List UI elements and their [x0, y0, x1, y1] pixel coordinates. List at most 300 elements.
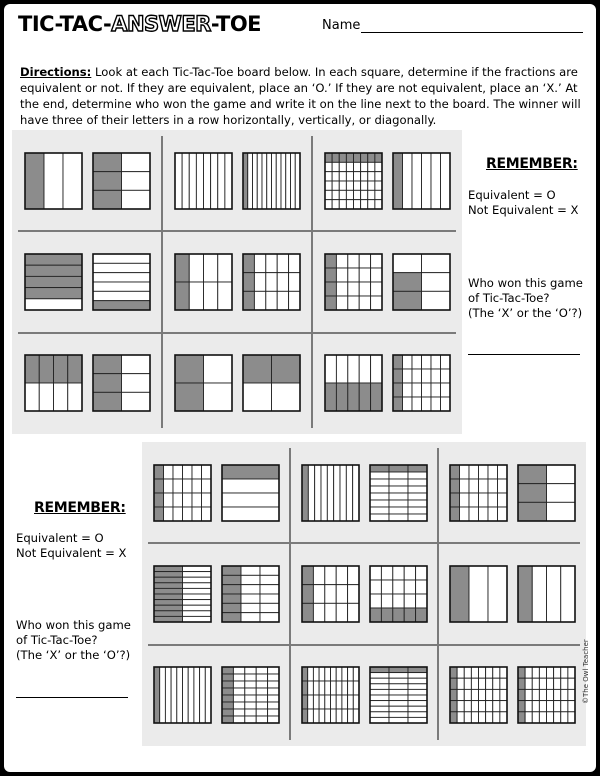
- winner-question-2-line1: Who won this game: [16, 618, 131, 632]
- unshaded-part: [352, 465, 358, 521]
- unshaded-part: [567, 701, 574, 712]
- unshaded-part: [199, 667, 205, 723]
- unshaded-part: [370, 712, 389, 718]
- unshaded-part: [244, 695, 255, 702]
- shaded-part: [154, 507, 164, 521]
- unshaded-part: [389, 701, 408, 707]
- unshaded-part: [464, 679, 471, 690]
- board-square[interactable]: [162, 130, 312, 231]
- unshaded-part: [254, 254, 265, 273]
- fraction-model: [174, 152, 233, 210]
- unshaded-part: [478, 507, 488, 521]
- unshaded-part: [492, 712, 499, 723]
- unshaded-part: [347, 566, 358, 585]
- unshaded-part: [330, 681, 336, 695]
- unshaded-part: [182, 479, 192, 493]
- fraction-model: [517, 565, 576, 623]
- unshaded-part: [341, 667, 347, 681]
- shaded-part: [332, 153, 339, 162]
- unshaded-part: [182, 507, 192, 521]
- unshaded-part: [485, 690, 492, 701]
- unshaded-part: [313, 681, 319, 695]
- unshaded-part: [247, 153, 252, 209]
- unshaded-part: [346, 190, 353, 199]
- unshaded-part: [560, 679, 567, 690]
- fraction-model: [153, 464, 212, 522]
- unshaded-part: [265, 273, 276, 292]
- unshaded-part: [44, 153, 63, 209]
- worksheet-page: [4, 4, 596, 772]
- unshaded-part: [325, 199, 332, 208]
- key-equivalent-2: Equivalent = O: [16, 531, 104, 545]
- unshaded-part: [370, 673, 389, 679]
- unshaded-part: [324, 585, 335, 604]
- board-square[interactable]: [142, 543, 290, 644]
- board-square[interactable]: [162, 231, 312, 332]
- unshaded-part: [389, 673, 408, 679]
- board-square[interactable]: [12, 231, 162, 332]
- unshaded-part: [332, 199, 339, 208]
- unshaded-part: [402, 369, 412, 383]
- unshaded-part: [25, 383, 39, 411]
- unshaded-part: [560, 566, 574, 622]
- unshaded-part: [201, 465, 211, 479]
- unshaded-part: [121, 355, 150, 374]
- unshaded-part: [412, 355, 422, 369]
- unshaded-part: [313, 695, 319, 709]
- shaded-part: [450, 507, 460, 521]
- shaded-part: [393, 397, 403, 411]
- unshaded-part: [525, 701, 532, 712]
- unshaded-part: [546, 690, 553, 701]
- unshaded-part: [182, 566, 211, 572]
- unshaded-part: [63, 153, 82, 209]
- unshaded-part: [431, 383, 441, 397]
- unshaded-part: [321, 465, 327, 521]
- unshaded-part: [492, 679, 499, 690]
- unshaded-part: [93, 254, 150, 263]
- unshaded-part: [560, 712, 567, 723]
- unshaded-part: [532, 667, 539, 678]
- unshaded-part: [222, 479, 279, 493]
- unshaded-part: [367, 199, 374, 208]
- shaded-part: [302, 465, 308, 521]
- unshaded-part: [217, 254, 231, 282]
- board-square[interactable]: [12, 130, 162, 231]
- fraction-model: [449, 464, 508, 522]
- unshaded-part: [244, 674, 255, 681]
- fraction-model: [92, 152, 151, 210]
- unshaded-part: [241, 575, 260, 584]
- unshaded-part: [182, 493, 192, 507]
- shaded-part: [404, 608, 415, 622]
- shaded-part: [222, 603, 241, 612]
- shaded-part: [389, 465, 408, 472]
- unshaded-part: [182, 153, 189, 209]
- unshaded-part: [408, 493, 427, 500]
- board-square[interactable]: [290, 645, 438, 746]
- unshaded-part: [389, 507, 408, 514]
- unshaded-part: [402, 355, 412, 369]
- unshaded-part: [256, 681, 267, 688]
- shaded-part: [222, 674, 233, 681]
- unshaded-part: [360, 162, 367, 171]
- unshaded-part: [347, 585, 358, 604]
- unshaded-part: [341, 695, 347, 709]
- unshaded-part: [189, 282, 203, 310]
- unshaded-part: [203, 153, 210, 209]
- unshaded-part: [159, 667, 165, 723]
- unshaded-part: [408, 500, 427, 507]
- unshaded-part: [252, 153, 257, 209]
- unshaded-part: [325, 190, 332, 199]
- shaded-part: [302, 667, 308, 681]
- unshaded-part: [319, 695, 325, 709]
- unshaded-part: [485, 667, 492, 678]
- unshaded-part: [307, 709, 313, 723]
- shaded-part: [408, 667, 427, 673]
- shaded-part: [450, 690, 457, 701]
- unshaded-part: [370, 254, 381, 268]
- unshaded-part: [182, 616, 211, 622]
- unshaded-part: [346, 465, 352, 521]
- worksheet-title: TIC-TAC-ANSWER-TOE: [18, 12, 262, 36]
- unshaded-part: [244, 688, 255, 695]
- fraction-model: [517, 666, 576, 724]
- shaded-part: [154, 583, 183, 589]
- shaded-part: [222, 702, 233, 709]
- unshaded-part: [347, 709, 353, 723]
- unshaded-part: [277, 291, 288, 310]
- unshaded-part: [233, 688, 244, 695]
- shaded-part: [302, 695, 308, 709]
- unshaded-part: [546, 502, 575, 521]
- board-square[interactable]: [162, 333, 312, 434]
- shaded-part: [93, 301, 150, 310]
- unshaded-part: [553, 712, 560, 723]
- unshaded-part: [421, 291, 450, 310]
- unshaded-part: [478, 712, 485, 723]
- shaded-part: [175, 254, 189, 282]
- unshaded-part: [121, 171, 150, 190]
- shaded-part: [325, 153, 332, 162]
- unshaded-part: [492, 690, 499, 701]
- unshaded-part: [471, 679, 478, 690]
- shaded-part: [325, 296, 336, 310]
- unshaded-part: [539, 667, 546, 678]
- unshaded-part: [499, 701, 506, 712]
- unshaded-part: [492, 667, 499, 678]
- unshaded-part: [288, 291, 299, 310]
- unshaded-part: [233, 716, 244, 723]
- unshaded-part: [440, 383, 450, 397]
- unshaded-part: [488, 493, 498, 507]
- unshaded-part: [492, 701, 499, 712]
- unshaded-part: [324, 667, 330, 681]
- unshaded-part: [260, 566, 279, 575]
- unshaded-part: [421, 273, 450, 292]
- board-square[interactable]: [142, 442, 290, 543]
- unshaded-part: [330, 667, 336, 681]
- unshaded-part: [260, 585, 279, 594]
- shaded-part: [222, 716, 233, 723]
- shaded-part: [370, 608, 381, 622]
- unshaded-part: [359, 268, 370, 282]
- unshaded-part: [478, 690, 485, 701]
- unshaded-part: [553, 667, 560, 678]
- unshaded-part: [440, 369, 450, 383]
- fraction-model: [369, 666, 428, 724]
- unshaded-part: [93, 263, 150, 272]
- board-square[interactable]: [438, 442, 586, 543]
- unshaded-part: [165, 667, 171, 723]
- shaded-part: [408, 465, 427, 472]
- unshaded-part: [431, 397, 441, 411]
- unshaded-part: [244, 716, 255, 723]
- unshaded-part: [359, 282, 370, 296]
- unshaded-part: [459, 493, 469, 507]
- winner-question-2-line3: (The ‘X’ or the ‘O’?): [16, 648, 131, 662]
- unshaded-part: [265, 254, 276, 273]
- unshaded-part: [408, 707, 427, 713]
- fraction-model: [449, 565, 508, 623]
- unshaded-part: [464, 701, 471, 712]
- unshaded-part: [457, 667, 464, 678]
- name-field[interactable]: [361, 32, 583, 33]
- shaded-part: [518, 566, 532, 622]
- unshaded-part: [340, 465, 346, 521]
- shaded-part: [175, 383, 204, 411]
- unshaded-part: [567, 690, 574, 701]
- shaded-part: [93, 374, 122, 393]
- shaded-part: [325, 254, 336, 268]
- unshaded-part: [121, 190, 150, 209]
- unshaded-part: [307, 667, 313, 681]
- unshaded-part: [339, 190, 346, 199]
- unshaded-part: [374, 162, 381, 171]
- shaded-part: [393, 355, 403, 369]
- unshaded-part: [353, 181, 360, 190]
- shaded-part: [222, 681, 233, 688]
- unshaded-part: [370, 507, 389, 514]
- board-square[interactable]: [290, 543, 438, 644]
- unshaded-part: [267, 716, 278, 723]
- unshaded-part: [260, 613, 279, 622]
- unshaded-part: [182, 667, 188, 723]
- unshaded-part: [182, 577, 211, 583]
- unshaded-part: [471, 712, 478, 723]
- unshaded-part: [546, 701, 553, 712]
- unshaded-part: [370, 690, 389, 696]
- unshaded-part: [313, 709, 319, 723]
- unshaded-part: [421, 369, 431, 383]
- unshaded-part: [421, 153, 431, 209]
- shaded-part: [25, 355, 39, 383]
- unshaded-part: [267, 674, 278, 681]
- unshaded-part: [336, 709, 342, 723]
- shaded-part: [243, 273, 254, 292]
- unshaded-part: [196, 153, 203, 209]
- unshaded-part: [121, 393, 150, 412]
- shaded-part: [93, 153, 122, 172]
- unshaded-part: [224, 153, 231, 209]
- board-square[interactable]: [312, 231, 462, 332]
- shaded-part: [370, 465, 389, 472]
- shaded-part: [25, 288, 82, 299]
- board-square[interactable]: [12, 333, 162, 434]
- unshaded-part: [276, 153, 281, 209]
- unshaded-part: [192, 493, 202, 507]
- unshaded-part: [332, 181, 339, 190]
- unshaded-part: [499, 690, 506, 701]
- unshaded-part: [325, 162, 332, 171]
- unshaded-part: [339, 162, 346, 171]
- board-square[interactable]: [312, 130, 462, 231]
- unshaded-part: [478, 701, 485, 712]
- unshaded-part: [421, 383, 431, 397]
- unshaded-part: [346, 199, 353, 208]
- unshaded-part: [389, 707, 408, 713]
- unshaded-part: [241, 594, 260, 603]
- unshaded-part: [525, 667, 532, 678]
- board-square[interactable]: [142, 645, 290, 746]
- unshaded-part: [336, 296, 347, 310]
- unshaded-part: [241, 603, 260, 612]
- unshaded-part: [171, 667, 177, 723]
- board-square[interactable]: [312, 333, 462, 434]
- unshaded-part: [374, 190, 381, 199]
- unshaded-part: [560, 690, 567, 701]
- unshaded-part: [402, 153, 412, 209]
- unshaded-part: [359, 254, 370, 268]
- fraction-model: [449, 666, 508, 724]
- unshaded-part: [173, 493, 183, 507]
- unshaded-part: [415, 594, 426, 608]
- shaded-part: [243, 291, 254, 310]
- fraction-model: [369, 464, 428, 522]
- fraction-model: [221, 666, 280, 724]
- shaded-part: [353, 153, 360, 162]
- unshaded-part: [288, 273, 299, 292]
- winner-answer-line-1[interactable]: [468, 354, 580, 355]
- unshaded-part: [336, 695, 342, 709]
- fraction-model: [242, 354, 301, 412]
- unshaded-part: [188, 667, 194, 723]
- unshaded-part: [499, 667, 506, 678]
- unshaded-part: [192, 465, 202, 479]
- unshaded-part: [201, 493, 211, 507]
- unshaded-part: [459, 507, 469, 521]
- unshaded-part: [389, 493, 408, 500]
- unshaded-part: [478, 667, 485, 678]
- unshaded-part: [257, 153, 262, 209]
- shaded-part: [222, 566, 241, 575]
- shaded-part: [370, 667, 389, 673]
- board-square[interactable]: [290, 442, 438, 543]
- board-square[interactable]: [438, 645, 586, 746]
- unshaded-part: [260, 603, 279, 612]
- unshaded-part: [267, 695, 278, 702]
- unshaded-part: [381, 594, 392, 608]
- unshaded-part: [324, 603, 335, 622]
- unshaded-part: [267, 709, 278, 716]
- shaded-part: [154, 479, 164, 493]
- shaded-part: [222, 695, 233, 702]
- unshaded-part: [478, 679, 485, 690]
- unshaded-part: [389, 695, 408, 701]
- unshaded-part: [267, 667, 278, 674]
- unshaded-part: [271, 153, 276, 209]
- winner-answer-line-2[interactable]: [16, 697, 128, 698]
- unshaded-part: [243, 383, 272, 411]
- name-label: Name: [322, 18, 361, 33]
- shaded-part: [154, 605, 183, 611]
- unshaded-part: [408, 479, 427, 486]
- unshaded-part: [182, 594, 211, 600]
- unshaded-part: [408, 472, 427, 479]
- unshaded-part: [256, 702, 267, 709]
- unshaded-part: [324, 695, 330, 709]
- unshaded-part: [347, 296, 358, 310]
- unshaded-part: [233, 709, 244, 716]
- unshaded-part: [175, 153, 182, 209]
- unshaded-part: [346, 162, 353, 171]
- unshaded-part: [546, 712, 553, 723]
- unshaded-part: [173, 465, 183, 479]
- unshaded-part: [201, 507, 211, 521]
- unshaded-part: [469, 465, 479, 479]
- unshaded-part: [464, 667, 471, 678]
- unshaded-part: [408, 679, 427, 685]
- unshaded-part: [290, 153, 295, 209]
- winner-question-1-line2: of Tic-Tac-Toe?: [468, 291, 550, 305]
- unshaded-part: [497, 479, 507, 493]
- shaded-part: [325, 282, 336, 296]
- unshaded-part: [347, 282, 358, 296]
- unshaded-part: [266, 153, 271, 209]
- unshaded-part: [412, 369, 422, 383]
- key-not-equivalent-1: Not Equivalent = X: [468, 203, 579, 217]
- unshaded-part: [121, 374, 150, 393]
- unshaded-part: [431, 369, 441, 383]
- credit-text: ©The Owl Teacher: [582, 639, 590, 704]
- unshaded-part: [233, 695, 244, 702]
- fraction-model: [369, 565, 428, 623]
- shaded-part: [518, 701, 525, 712]
- unshaded-part: [93, 282, 150, 291]
- unshaded-part: [370, 514, 389, 521]
- unshaded-part: [389, 690, 408, 696]
- unshaded-part: [440, 355, 450, 369]
- tic-tac-toe-board-1: [12, 130, 462, 434]
- shaded-part: [370, 383, 381, 411]
- fraction-model: [242, 152, 301, 210]
- unshaded-part: [233, 681, 244, 688]
- unshaded-part: [485, 712, 492, 723]
- shaded-part: [154, 493, 164, 507]
- unshaded-part: [412, 153, 422, 209]
- unshaded-part: [532, 690, 539, 701]
- unshaded-part: [440, 397, 450, 411]
- fraction-model: [221, 464, 280, 522]
- fraction-model: [301, 666, 360, 724]
- shaded-part: [450, 679, 457, 690]
- unshaded-part: [307, 695, 313, 709]
- shaded-part: [154, 594, 183, 600]
- board-square[interactable]: [438, 543, 586, 644]
- shaded-part: [302, 709, 308, 723]
- shaded-part: [67, 355, 81, 383]
